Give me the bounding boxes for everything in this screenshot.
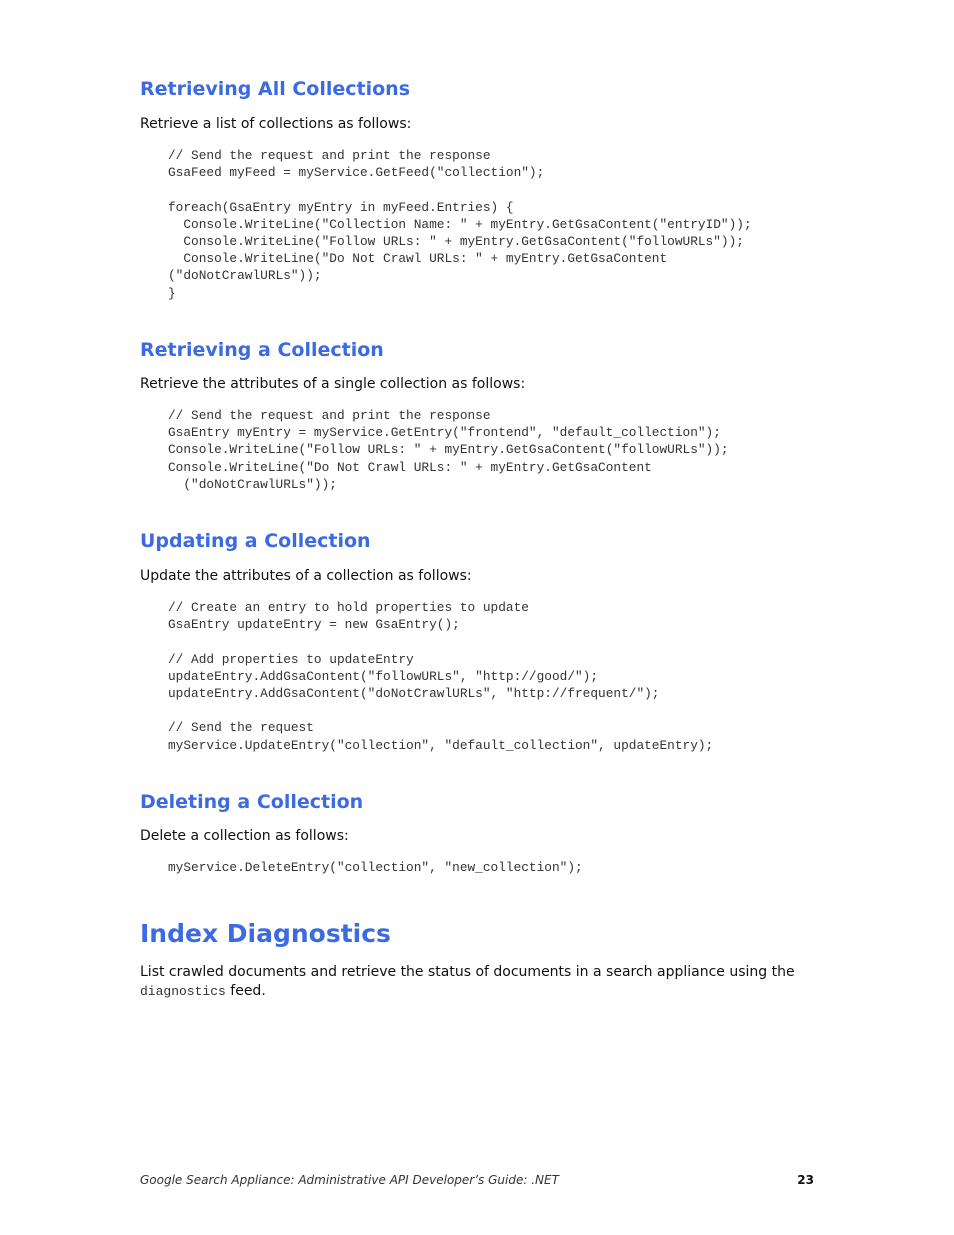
section-intro-retrieving-a-collection: Retrieve the attributes of a single collection as follows: [140, 376, 526, 392]
code-line: // Send the request [168, 720, 314, 736]
code-line: Console.WriteLine("Collection Name: " + myEntry.GetGsaContent("entryID")); [168, 216, 752, 232]
code-line: ("doNotCrawlURLs")); [168, 476, 337, 492]
section-intro-retrieving-all-collections: Retrieve a list of collections as follows: [140, 116, 412, 132]
code-line: GsaFeed myFeed = myService.GetFeed("collection"); [168, 165, 545, 181]
chapter-heading-index-diagnostics: Index Diagnostics [140, 919, 391, 948]
code-block-retrieving-a-collection [168, 407, 729, 493]
code-line: Console.WriteLine("Do Not Crawl URLs: " + myEntry.GetGsaContent [168, 251, 668, 267]
footer-page-number: 23 [797, 1173, 814, 1187]
paragraph-line [140, 982, 760, 1001]
paragraph-line: List crawled documents and retrieve the status of documents in a search appliance using the [140, 964, 795, 980]
code-line: updateEntry.AddGsaContent("followURLs", "http://good/"); [168, 668, 599, 684]
code-line: // Send the request and print the response [168, 148, 491, 163]
code-line: // Send the request and print the response [168, 408, 491, 423]
code-line: ("doNotCrawlURLs")); [168, 268, 322, 284]
code-line: } [168, 285, 176, 301]
code-line: Console.WriteLine("Follow URLs: " + myEntry.GetGsaContent("followURLs")); [168, 233, 744, 249]
index-diagnostics-paragraph [140, 963, 795, 1001]
code-line: // Create an entry to hold properties to update [168, 600, 529, 615]
code-line: updateEntry.AddGsaContent("doNotCrawlURLs", "http://frequent/"); [168, 685, 660, 701]
footer-document-title: Google Search Appliance: Administrative API Developer’s Guide: .NET [140, 1173, 559, 1187]
section-intro-updating-a-collection: Update the attributes of a collection as follows: [140, 568, 472, 584]
section-heading-retrieving-all-collections: Retrieving All Collections [140, 78, 411, 100]
inline-code-diagnostics: diagnostics [140, 984, 226, 999]
section-heading-deleting-a-collection: Deleting a Collection [140, 791, 364, 813]
code-line [168, 633, 713, 650]
section-intro-deleting-a-collection: Delete a collection as follows: [140, 828, 349, 844]
code-line: foreach(GsaEntry myEntry in myFeed.Entries) { [168, 199, 514, 215]
code-line [168, 702, 713, 719]
section-heading-retrieving-a-collection: Retrieving a Collection [140, 339, 384, 361]
code-line: GsaEntry myEntry = myService.GetEntry("frontend", "default_collection"); [168, 425, 721, 441]
code-line: Console.WriteLine("Follow URLs: " + myEntry.GetGsaContent("followURLs")); [168, 442, 729, 458]
paragraph-text: feed. [225, 983, 266, 999]
code-line: myService.UpdateEntry("collection", "default_collection", updateEntry); [168, 737, 714, 753]
section-heading-updating-a-collection: Updating a Collection [140, 530, 371, 552]
code-line: Console.WriteLine("Do Not Crawl URLs: " + myEntry.GetGsaContent [168, 459, 652, 475]
code-block-updating-a-collection [168, 599, 713, 754]
code-block-retrieving-all-collections [168, 147, 752, 302]
code-line: myService.DeleteEntry("collection", "new_collection"); [168, 860, 583, 875]
code-line: GsaEntry updateEntry = new GsaEntry(); [168, 617, 460, 633]
code-block-deleting-a-collection [168, 859, 583, 876]
code-line [168, 181, 752, 198]
code-line: // Add properties to updateEntry [168, 651, 414, 667]
